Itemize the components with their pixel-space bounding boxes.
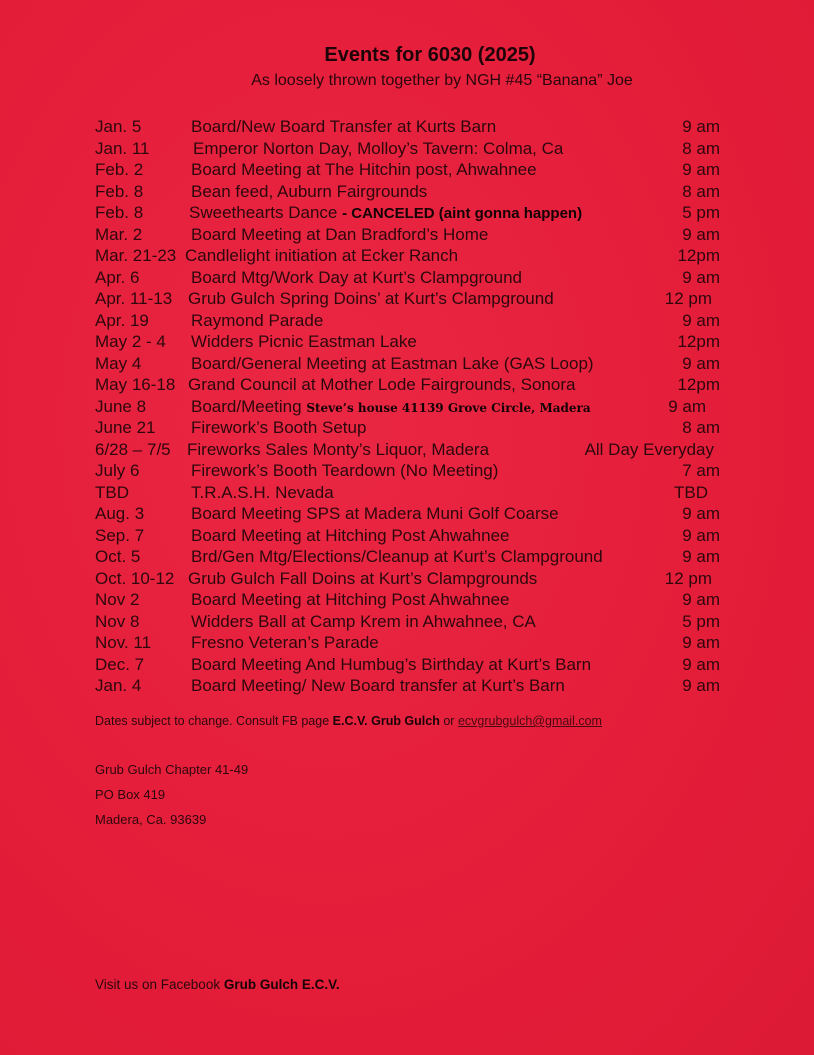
event-row xyxy=(95,116,720,138)
event-time: 9 am xyxy=(682,160,720,179)
event-desc: T.R.A.S.H. Nevada xyxy=(191,482,334,502)
event-time: 9 am xyxy=(682,117,720,136)
event-time: 5 pm xyxy=(682,203,720,222)
disclaimer-text: Dates subject to change. Consult FB page xyxy=(95,714,330,728)
event-desc: Board Meeting SPS at Madera Muni Golf Coarse xyxy=(191,504,559,523)
event-desc: Grub Gulch Spring Doins’ at Kurt’s Clampground xyxy=(188,289,554,308)
event-row xyxy=(95,288,720,310)
event-date: Feb. 8 xyxy=(95,203,144,222)
event-desc: Fireworks Sales Monty’s Liquor, Madera xyxy=(187,439,490,459)
event-date: July 6 xyxy=(95,461,140,480)
event-date: Oct. 5 xyxy=(95,547,141,566)
event-date: Sep. 7 xyxy=(95,525,145,545)
event-row xyxy=(95,245,720,267)
event-date: Jan. 11 xyxy=(95,138,150,158)
event-time: 9 am xyxy=(668,396,706,416)
event-time: 9 am xyxy=(682,224,720,244)
event-row xyxy=(95,159,720,181)
page-title: Events for 6030 (2025) xyxy=(324,44,536,66)
event-row xyxy=(95,202,720,224)
email-link[interactable]: ecvgrubgulch@gmail.com xyxy=(457,714,602,728)
event-date: Nov. 11 xyxy=(95,633,152,652)
event-time: All Day Everyday xyxy=(584,439,714,459)
event-date: Apr. 11-13 xyxy=(95,289,173,308)
event-date: Apr. 19 xyxy=(95,310,149,330)
event-desc: Firework’s Booth Teardown (No Meeting) xyxy=(191,461,499,480)
event-row xyxy=(95,654,720,676)
event-desc: Grub Gulch Fall Doins at Kurt’s Clampgrounds xyxy=(188,568,538,588)
event-date: May 16-18 xyxy=(95,375,176,394)
event-time: 12pm xyxy=(677,246,720,265)
event-desc: Emperor Norton Day, Molloy’s Tavern: Colma, Ca xyxy=(193,138,564,158)
event-desc: Widders Picnic Eastman Lake xyxy=(191,332,417,351)
event-desc: Candlelight initiation at Ecker Ranch xyxy=(185,246,459,265)
event-time: TBD xyxy=(674,482,708,502)
event-date: Dec. 7 xyxy=(95,654,145,674)
event-date: June 21 xyxy=(95,418,156,437)
event-date: Feb. 2 xyxy=(95,160,144,179)
event-row xyxy=(95,568,720,590)
event-date: May 4 xyxy=(95,353,142,373)
event-time: 8 am xyxy=(682,138,720,158)
event-time: 9 am xyxy=(682,525,720,545)
event-row xyxy=(95,546,720,568)
event-time: 12pm xyxy=(677,332,720,351)
event-desc: Bean feed, Auburn Fairgrounds xyxy=(191,181,428,201)
event-row xyxy=(95,224,720,246)
event-row xyxy=(95,396,720,418)
event-row xyxy=(95,310,720,332)
event-row xyxy=(95,675,720,697)
event-time: 5 pm xyxy=(682,611,720,631)
events-list xyxy=(95,116,720,697)
event-row xyxy=(95,267,720,289)
event-desc: Board Mtg/Work Day at Kurt’s Clampground xyxy=(191,267,523,287)
event-row xyxy=(95,482,720,504)
footer-facebook-page: Grub Gulch E.C.V. xyxy=(223,977,340,992)
event-time: 7 am xyxy=(682,461,720,480)
event-row xyxy=(95,439,720,461)
event-desc: Widders Ball at Camp Krem in Ahwahnee, CA xyxy=(191,611,536,631)
event-row xyxy=(95,503,720,525)
event-row xyxy=(95,417,720,439)
event-desc: Board Meeting/ New Board transfer at Kurt’s Barn xyxy=(191,676,565,695)
event-row xyxy=(95,181,720,203)
address-line-1: Grub Gulch Chapter 41-49 xyxy=(95,762,249,777)
event-desc: Grand Council at Mother Lode Fairgrounds, Sonora xyxy=(188,375,576,394)
event-row xyxy=(95,611,720,633)
event-date: Jan. 5 xyxy=(95,117,142,136)
event-time: 9 am xyxy=(682,310,720,330)
meeting-location-note: Steve’s house 41139 Grove Circle, Madera xyxy=(306,400,591,415)
event-desc-text: Board/Meeting xyxy=(191,396,302,416)
footer-text: Visit us on Facebook xyxy=(95,977,221,992)
event-desc xyxy=(191,396,591,420)
page-subtitle: As loosely thrown together by NGH #45 “Banana” Joe xyxy=(251,72,633,89)
address-line-2: PO Box 419 xyxy=(95,787,166,802)
address-line-3: Madera, Ca. 93639 xyxy=(95,812,207,827)
event-date: TBD xyxy=(95,482,129,502)
event-date: Nov 2 xyxy=(95,590,140,609)
event-row xyxy=(95,374,720,396)
event-time: 12 pm xyxy=(664,568,712,588)
event-date: Mar. 21-23 xyxy=(95,246,177,265)
event-row xyxy=(95,331,720,353)
event-row xyxy=(95,460,720,482)
event-desc-text: Sweethearts Dance xyxy=(189,203,338,222)
event-time: 9 am xyxy=(682,547,720,566)
event-desc: Firework’s Booth Setup xyxy=(191,418,367,437)
disclaimer-note xyxy=(95,714,602,728)
event-desc: Board Meeting And Humbug’s Birthday at Kurt’s Barn xyxy=(191,654,592,674)
event-date: Aug. 3 xyxy=(95,504,145,523)
event-time: 8 am xyxy=(682,181,720,201)
event-date: Nov 8 xyxy=(95,611,140,631)
footer-facebook xyxy=(95,977,340,992)
event-date: Apr. 6 xyxy=(95,267,140,287)
event-time: 9 am xyxy=(682,504,720,523)
event-desc: Board Meeting at Hitching Post Ahwahnee xyxy=(191,525,510,545)
event-time: 12pm xyxy=(677,375,720,394)
event-desc: Board Meeting at Dan Bradford’s Home xyxy=(191,224,489,244)
event-time: 9 am xyxy=(682,590,720,609)
event-desc: Raymond Parade xyxy=(191,310,324,330)
event-row xyxy=(95,525,720,547)
event-time: 9 am xyxy=(682,633,720,652)
event-time: 12 pm xyxy=(664,289,712,308)
facebook-page-name: E.C.V. Grub Gulch xyxy=(332,714,440,728)
event-desc: Board/General Meeting at Eastman Lake (GAS Loop) xyxy=(191,353,594,373)
event-date: June 8 xyxy=(95,396,147,416)
event-row xyxy=(95,353,720,375)
disclaimer-or: or xyxy=(443,714,455,728)
event-time: 8 am xyxy=(682,418,720,437)
event-row xyxy=(95,589,720,611)
event-time: 9 am xyxy=(682,267,720,287)
event-desc: Fresno Veteran’s Parade xyxy=(191,633,379,652)
event-date: May 2 - 4 xyxy=(95,332,166,351)
event-desc: Board Meeting at Hitching Post Ahwahnee xyxy=(191,590,510,609)
event-date: Mar. 2 xyxy=(95,224,143,244)
event-time: 9 am xyxy=(682,654,720,674)
event-date: Feb. 8 xyxy=(95,181,144,201)
canceled-note: - CANCELED (aint gonna happen) xyxy=(342,205,583,222)
event-time: 9 am xyxy=(682,353,720,373)
event-desc xyxy=(189,202,582,225)
event-desc: Brd/Gen Mtg/Elections/Cleanup at Kurt’s Clampground xyxy=(191,547,603,566)
event-desc: Board/New Board Transfer at Kurts Barn xyxy=(191,117,497,136)
event-date: 6/28 – 7/5 xyxy=(95,439,171,459)
event-date: Jan. 4 xyxy=(95,676,142,695)
event-row xyxy=(95,632,720,654)
event-row xyxy=(95,138,720,160)
event-date: Oct. 10-12 xyxy=(95,568,175,588)
event-time: 9 am xyxy=(682,676,720,695)
event-desc: Board Meeting at The Hitchin post, Ahwahnee xyxy=(191,160,537,179)
